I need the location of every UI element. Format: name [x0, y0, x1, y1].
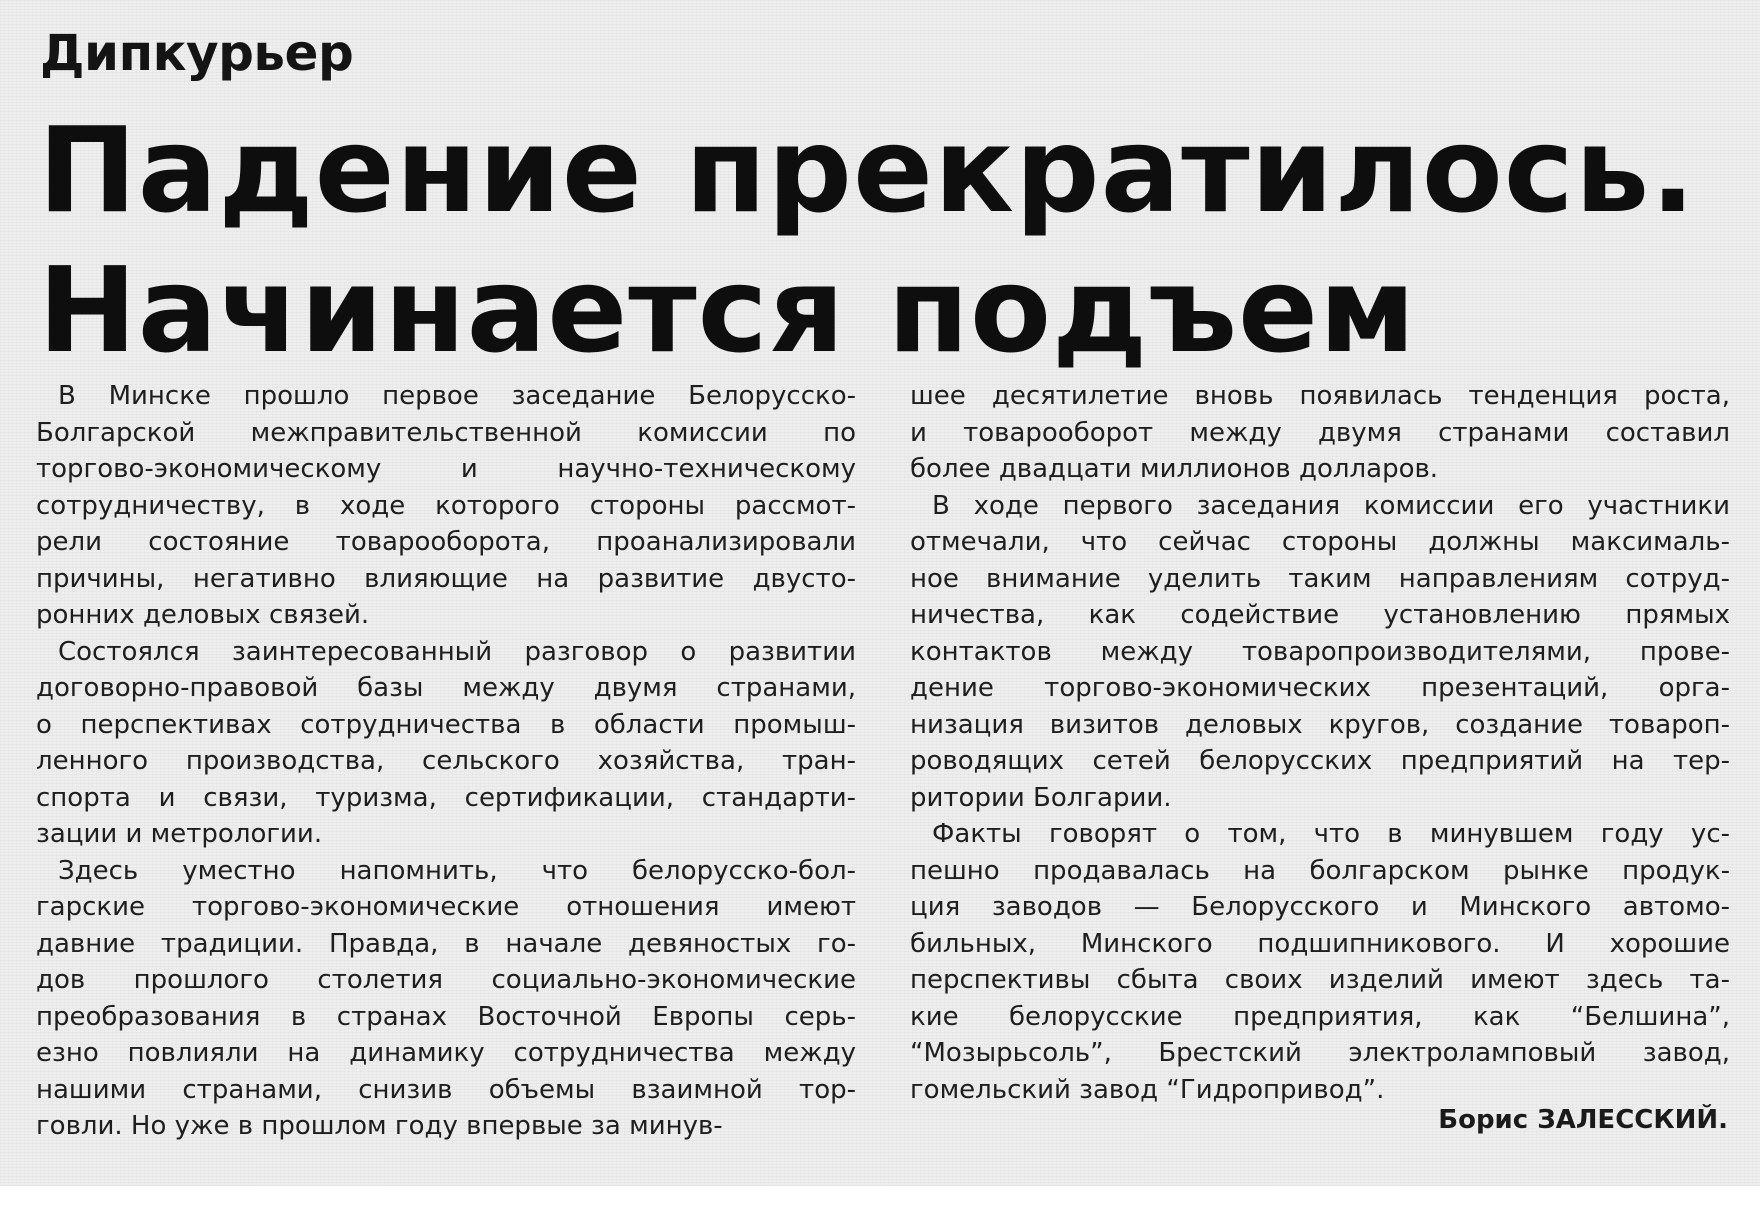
article-line: о перспективах сотрудничества в области промыш-: [36, 709, 856, 740]
article-line: отмечали, что сейчас стороны должны максималь-: [910, 527, 1730, 557]
article-line: контактов между товаропроизводителями, прове-: [910, 636, 1730, 667]
article-line: говли. Но уже в прошлом году впервые за минув-: [36, 1111, 723, 1141]
article-paragraph: [36, 853, 856, 1145]
article-line: Состоялся заинтересованный разговор о развитии: [58, 636, 856, 667]
article-paragraph: [36, 634, 856, 853]
article-paragraph: [910, 488, 1730, 817]
article-line: причины, негативно влияющие на развитие двусто-: [36, 563, 856, 594]
article-line: Факты говорят о том, что в минувшем году ус-: [932, 819, 1730, 849]
article-line: ленного производства, сельского хозяйства, тран-: [36, 746, 856, 776]
article-line: езно повлияли на динамику сотрудничества между: [36, 1038, 856, 1068]
left-column: [36, 378, 856, 1145]
article-line: гомельский завод “Гидропривод”.: [910, 1074, 1385, 1105]
article-paragraph: [36, 378, 856, 634]
article-line: и товарооборот между двумя странами составил: [910, 417, 1730, 448]
article-line: “Мозырьсоль”, Брестский электроламповый завод,: [910, 1038, 1730, 1068]
bleed-through-print: [520, 2, 1140, 62]
article-line: дов прошлого столетия социально-экономические: [36, 965, 856, 995]
article-line: роводящих сетей белорусских предприятий на тер-: [910, 746, 1730, 776]
article-line: кие белорусские предприятия, как “Белшина”,: [910, 1001, 1730, 1032]
article-line: пешно продавалась на болгарском рынке продук-: [910, 855, 1730, 886]
article-line: В Минске прошло первое заседание Белорусско-: [58, 381, 856, 411]
rubric-title: Дипкурьер: [40, 24, 354, 82]
article-line: шее десятилетие вновь появилась тенденция роста,: [910, 381, 1730, 411]
article-line: спорта и связи, туризма, сертификации, стандарти-: [36, 782, 856, 813]
article-line: рели состояние товарооборота, проанализировали: [36, 527, 856, 557]
article-line: ничества, как содействие установлению прямых: [910, 600, 1730, 630]
author-byline: Борис ЗАЛЕССКИЙ.: [1438, 1105, 1728, 1135]
article-line: зации и метрологии.: [36, 819, 323, 849]
headline-line-2: Начинается подъем: [38, 241, 1417, 379]
article-line: дение торгово-экономических презентаций, орга-: [910, 673, 1730, 703]
headline-line-1: Падение прекратилось.: [38, 101, 1697, 239]
right-column: [910, 378, 1730, 1108]
article-line: торгово-экономическому и научно-техническому: [36, 454, 856, 484]
headline: [38, 100, 1728, 380]
article-line: сотрудничеству, в ходе которого стороны рассмот-: [36, 490, 856, 521]
article-paragraph: [910, 378, 1730, 488]
article-line: ция заводов — Белорусского и Минского автомо-: [910, 892, 1730, 922]
article-line: ритории Болгарии.: [910, 782, 1172, 813]
article-line: более двадцати миллионов долларов.: [910, 454, 1439, 484]
article-line: Болгарской межправительственной комиссии по: [36, 417, 856, 448]
article-line: В ходе первого заседания комиссии его участники: [932, 490, 1730, 521]
article-line: низация визитов деловых кругов, создание товароп-: [910, 709, 1730, 740]
article-line: ронних деловых связей.: [36, 600, 370, 630]
article-line: нашими странами, снизив объемы взаимной тор-: [36, 1074, 856, 1105]
article-line: перспективы сбыта своих изделий имеют здесь та-: [910, 965, 1730, 995]
article-line: ное внимание уделить таким направлениям сотруд-: [910, 563, 1730, 594]
article-line: договорно-правовой базы между двумя странами,: [36, 673, 856, 703]
article-line: преобразования в странах Восточной Европы серь-: [36, 1001, 856, 1032]
article-line: давние традиции. Правда, в начале девяностых го-: [36, 928, 856, 959]
article-paragraph: [910, 816, 1730, 1108]
article-line: бильных, Минского подшипникового. И хорошие: [910, 928, 1730, 959]
article-line: Здесь уместно напомнить, что белорусско-бол-: [58, 855, 856, 886]
article-line: гарские торгово-экономические отношения имеют: [36, 892, 856, 922]
